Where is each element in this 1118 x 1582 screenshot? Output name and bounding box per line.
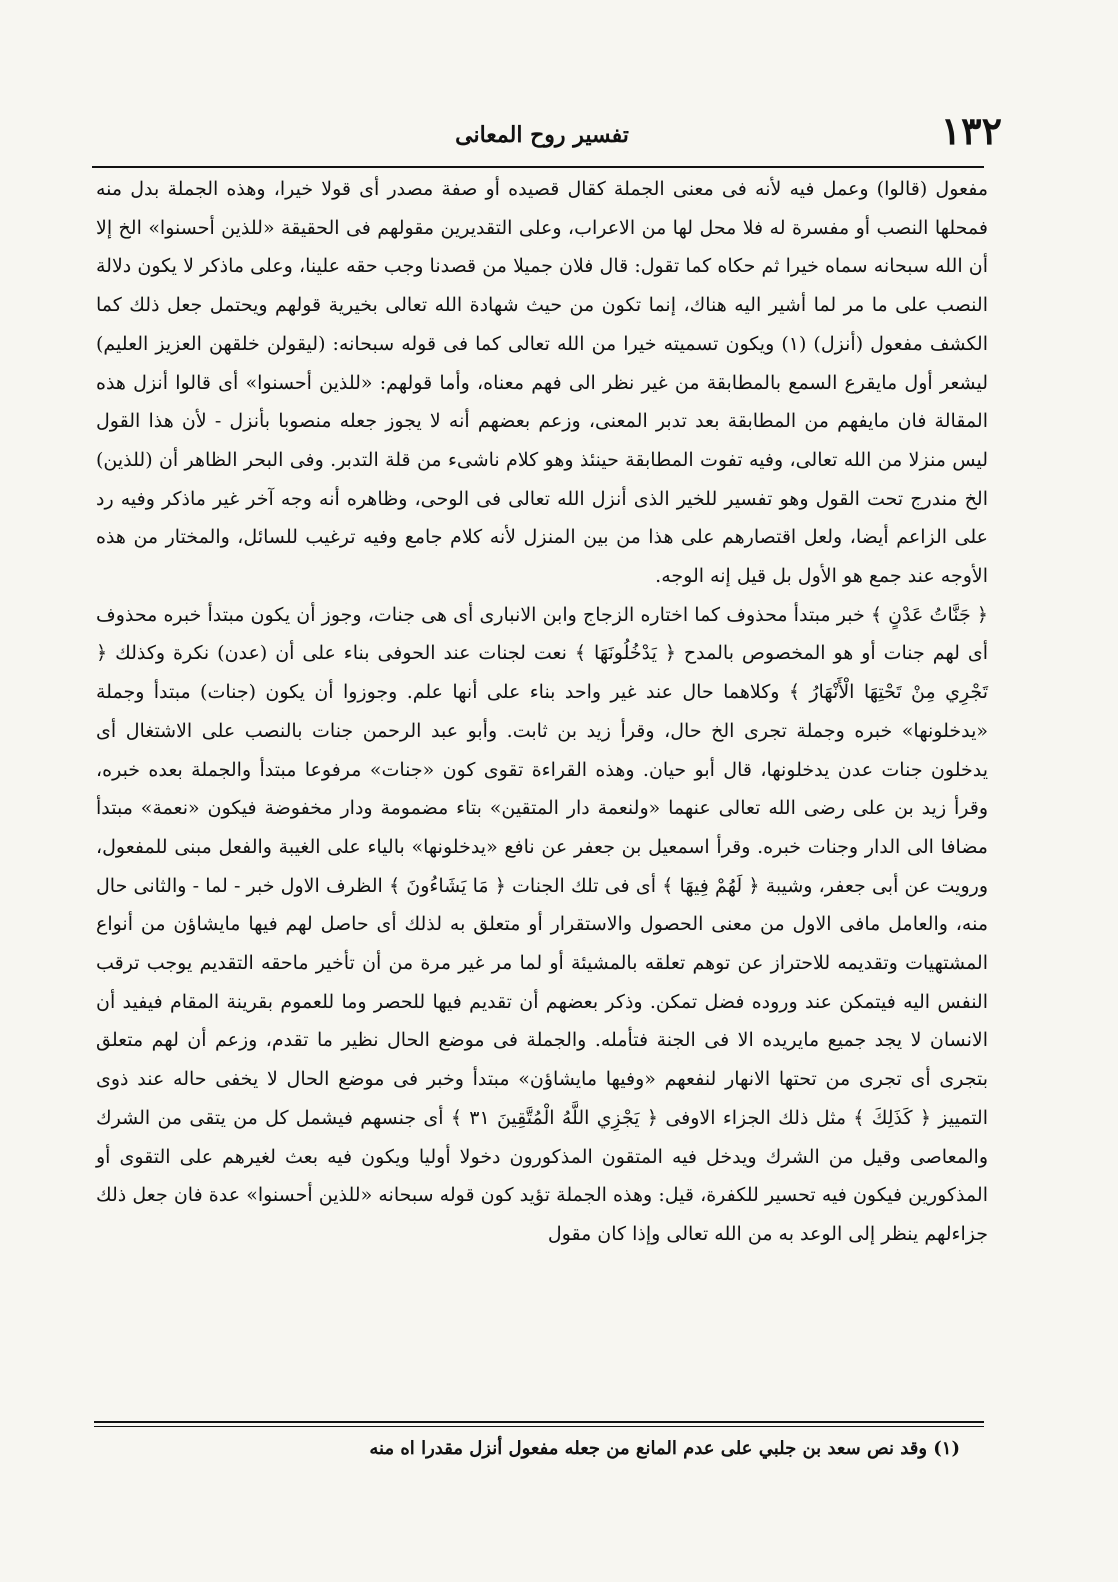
running-title: تفسير روح المعانى: [455, 122, 629, 148]
header-rule: [92, 166, 984, 168]
main-text: [96, 170, 988, 1254]
footnote: (١) وقد نص سعد بن جلبي على عدم المانع من جعله مفعول أنزل مقدرا اه منه: [369, 1438, 960, 1459]
paragraph-1: مفعول (قالوا) وعمل فيه لأنه فى معنى الجملة كقال قصيده أو صفة مصدر أى قولا خيرا، وهذه الجملة بدل منه فمحلها النصب أو مفسرة له فلا محل لها من الاعراب، وعلى التقديرين مقولهم فى الحقيقة «للذين أحسنوا» الخ إلا أن الله سبحانه سماه خيرا ثم حكاه كما تقول: قال فلان جميلا من قصدنا وجب حقه علينا، وعلى ماذكر لا يكون دلالة النصب على ما مر لما أشير اليه هناك، إنما تكون من حيث شهادة الله تعالى بخيرية قولهم ويحتمل جعل ذلك كما الكشف مفعول (أنزل) (١) ويكون تسميته خيرا من الله تعالى كما فى قوله سبحانه: (ليقولن خلقهن العزيز العليم) ليشعر أول مايقرع السمع بالمطابقة من غير نظر الى فهم معناه، وأما قولهم: «للذين أحسنوا» أى قالوا أنزل هذه المقالة فان مايفهم من المطابقة بعد تدبر المعنى، وزعم بعضهم أنه لا يجوز جعله منصوبا بأنزل - لأن هذا القول ليس منزلا من الله تعالى، وفيه تفوت المطابقة حينئذ وهو كلام ناشىء من قلة التدبر. وفى البحر الظاهر أن (للذين) الخ مندرج تحت القول وهو تفسير للخير الذى أنزل الله تعالى فى الوحى، وظاهره أنه وجه آخر غير ماذكر وفيه رد على الزاعم أيضا، ولعل اقتصارهم على هذا من بين المنزل لأنه كلام جامع وفيه ترغيب للسائل، والمختار من هذه الأوجه عند جمع هو الأول بل قيل إنه الوجه.: [96, 178, 989, 588]
paragraph-2: ﴿ جَنَّاتُ عَدْنٍ ﴾ خبر مبتدأ محذوف كما اختاره الزجاج وابن الانبارى أى هى جنات، وجوز أن يكون مبتدأ خبره محذوف أى لهم جنات أو هو المخصوص بالمدح ﴿ يَدْخُلُونَهَا ﴾ نعت لجنات عند الحوفى بناء على أن (عدن) نكرة وكذلك ﴿ تَجْرِي مِنْ تَحْتِهَا الْأَنْهَارُ ﴾ وكلاهما حال عند غير واحد بناء على أنها علم. وجوزوا أن يكون (جنات) مبتدأ وجملة «يدخلونها» خبره وجملة تجرى الخ حال، وقرأ زيد بن ثابت. وأبو عبد الرحمن جنات بالنصب على الاشتغال أى يدخلون جنات عدن يدخلونها، قال أبو حيان. وهذه القراءة تقوى كون «جنات» مرفوعا مبتدأ والجملة بعده خبره، وقرأ زيد بن على رضى الله تعالى عنهما «ولنعمة دار المتقين» بتاء مضمومة ودار مخفوضة فيكون «نعمة» مبتدأ مضافا الى الدار وجنات خبره. وقرأ اسمعيل بن جعفر عن نافع «يدخلونها» بالياء على الغيبة والفعل مبنى للمفعول، ورويت عن أبى جعفر، وشيبة ﴿ لَهُمْ فِيهَا ﴾ أى فى تلك الجنات ﴿ مَا يَشَاءُونَ ﴾ الظرف الاول خبر - لما - والثانى حال منه، والعامل مافى الاول من معنى الحصول والاستقرار أو متعلق به لذلك أى حاصل لهم فيها مايشاؤن من أنواع المشتهيات وتقديمه للاحتراز عن توهم تعلقه بالمشيئة أو لما مر غير مرة من أن تأخير ماحقه التقديم يوجب ترقب النفس اليه فيتمكن عند وروده فضل تمكن. وذكر بعضهم أن تقديم فيها للحصر وما للعموم بقرينة المقام فيفيد أن الانسان لا يجد جميع مايريده الا فى الجنة فتأمله. والجملة فى موضع الحال نظير ما تقدم، وزعم أن لهم متعلق بتجرى أى تجرى من تحتها الانهار لنفعهم «وفيها مايشاؤن» مبتدأ وخبر فى موضع الحال لا يخفى حاله عند ذوى التمييز ﴿ كَذَلِكَ ﴾ مثل ذلك الجزاء الاوفى ﴿ يَجْزِي اللَّهُ الْمُتَّقِينَ ٣١ ﴾ أى جنسهم فيشمل كل من يتقى من الشرك والمعاصى وقيل من الشرك ويدخل فيه المتقون المذكورون دخولا أوليا ويكون فيه بعث لغيرهم على التقوى أو المذكورين فيكون فيه تحسير للكفرة، قيل: وهذه الجملة تؤيد كون قوله سبحانه «للذين أحسنوا» عدة فان جعل ذلك جزاءلهم ينظر إلى الوعد به من الله تعالى وإذا كان مقول: [96, 603, 988, 1245]
footnote-rule: [94, 1421, 984, 1423]
page-header: [92, 108, 1002, 168]
footnote-rule-thin: [94, 1426, 984, 1427]
page-number: ١٣٢: [940, 108, 1002, 153]
